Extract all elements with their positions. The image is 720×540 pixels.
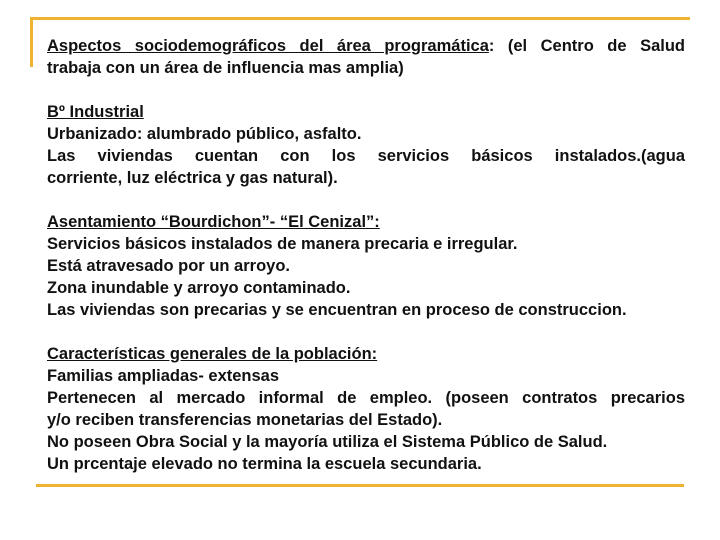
slide-body — [47, 35, 685, 497]
top-accent-rule — [30, 17, 690, 20]
section-program-area-line-2: trabaja con un área de influencia mas amplia) — [47, 59, 404, 77]
section-industrial-heading: Bº Industrial — [47, 103, 144, 121]
section-population — [47, 343, 685, 475]
section-program-area-line-1 — [47, 35, 685, 57]
left-accent-rule — [30, 17, 33, 67]
section-industrial-line-1: Urbanizado: alumbrado público, asfalto. — [47, 125, 362, 143]
section-settlement-line-1: Servicios básicos instalados de manera precaria e irregular. — [47, 235, 518, 253]
section-settlement-line-2: Está atravesado por un arroyo. — [47, 257, 290, 275]
bottom-accent-rule — [36, 484, 684, 487]
section-population-heading: Características generales de la población: — [47, 345, 378, 363]
section-program-area-heading-rest: : (el Centro de Salud — [488, 37, 685, 55]
section-industrial-line-2: Las viviendas cuentan con los servicios básicos instalados.(agua — [47, 147, 685, 165]
section-population-line-3: y/o reciben transferencias monetarias del Estado). — [47, 411, 443, 429]
section-program-area — [47, 35, 685, 79]
section-population-line-2: Pertenecen al mercado informal de empleo. (poseen contratos precarios — [47, 389, 685, 407]
section-settlement-line-3: Zona inundable y arroyo contaminado. — [47, 279, 351, 297]
section-population-line-1: Familias ampliadas- extensas — [47, 367, 280, 385]
section-population-line-5: Un prcentaje elevado no termina la escuela secundaria. — [47, 455, 482, 473]
section-population-line-4: No poseen Obra Social y la mayoría utiliza el Sistema Público de Salud. — [47, 433, 608, 451]
section-industrial — [47, 101, 685, 189]
section-settlement-heading: Asentamiento “Bourdichon”- “El Cenizal”: — [47, 213, 380, 231]
section-settlement — [47, 211, 685, 321]
section-settlement-line-4: Las viviendas son precarias y se encuentran en proceso de construccion. — [47, 301, 627, 319]
section-program-area-heading: Aspectos sociodemográficos del área programática — [47, 37, 489, 55]
section-industrial-line-3: corriente, luz eléctrica y gas natural). — [47, 169, 338, 187]
